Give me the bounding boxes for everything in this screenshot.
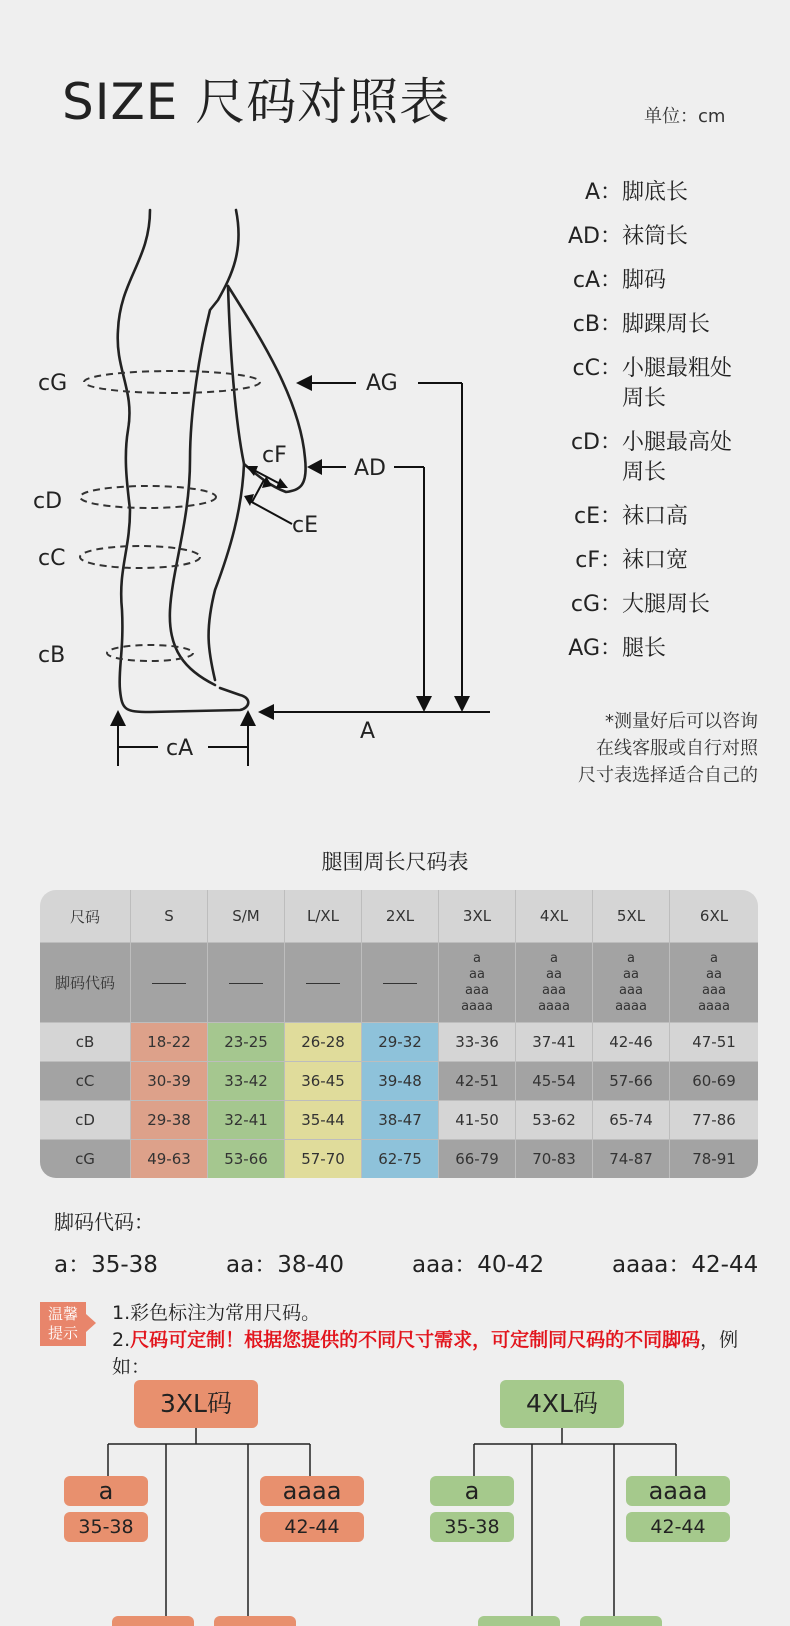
table-cell: a aa aaa aaaa <box>670 943 759 1023</box>
example-4xl-right-range: 42-44 <box>626 1512 730 1542</box>
dash-mark <box>229 983 263 984</box>
tip-badge-line1: 温馨 <box>47 1305 78 1323</box>
table-cell: a aa aaa aaaa <box>439 943 516 1023</box>
legend-item <box>560 222 780 252</box>
legend-key: cA： <box>572 268 622 293</box>
legend-value: 腿长 <box>622 636 667 661</box>
table-cell: 35-44 <box>285 1101 362 1140</box>
legend-value: 袜口宽 <box>622 548 689 573</box>
row-label: 脚码代码 <box>40 943 131 1023</box>
leg-diagram <box>0 190 520 790</box>
table-cell: 33-42 <box>208 1062 285 1101</box>
table-cell: 29-32 <box>362 1023 439 1062</box>
dash-mark <box>306 983 340 984</box>
leg-outline-front <box>170 210 239 685</box>
legend-key: cE： <box>574 504 622 529</box>
foot-code-item: aaaa：42-44 <box>612 1252 759 1278</box>
row-label: cB <box>40 1023 131 1062</box>
label-cd: cD <box>33 489 63 514</box>
table-cell: 77-86 <box>670 1101 759 1140</box>
header-cell: L/XL <box>285 890 362 943</box>
label-a: A <box>360 719 376 744</box>
note-line: 在线客服或自行对照 <box>596 738 758 759</box>
cc-ring <box>80 546 200 568</box>
note-line: *测量好后可以咨询 <box>605 711 758 732</box>
legend-item <box>560 310 780 340</box>
table-cell: 41-50 <box>439 1101 516 1140</box>
tips-text <box>112 1300 762 1381</box>
table-row <box>40 1023 758 1062</box>
table-row <box>40 1140 758 1179</box>
table-row <box>40 1062 758 1101</box>
dash-mark <box>383 983 417 984</box>
legend-key: cF： <box>575 548 622 573</box>
page-title: SIZE 尺码对照表 <box>62 73 451 131</box>
legend-item <box>560 266 780 296</box>
table-cell: 49-63 <box>131 1140 208 1179</box>
ag-arrowhead <box>296 375 312 391</box>
example-3xl-right-range: 42-44 <box>260 1512 364 1542</box>
size-table <box>40 890 758 1178</box>
legend-item <box>560 502 780 532</box>
table-cell: 32-41 <box>208 1101 285 1140</box>
table-cell: 57-70 <box>285 1140 362 1179</box>
legend-item <box>560 354 780 414</box>
label-cf: cF <box>262 443 287 468</box>
table-cell: 57-66 <box>593 1062 670 1101</box>
legend-value: 小腿最高处周长 <box>622 430 733 485</box>
legend-value: 大腿周长 <box>622 592 711 617</box>
legend-key: cG： <box>570 592 622 617</box>
legend-key: AD： <box>568 224 622 249</box>
row-label: cC <box>40 1062 131 1101</box>
table-cell: 42-51 <box>439 1062 516 1101</box>
legend-value: 脚底长 <box>622 180 689 205</box>
example-4xl-right-code: aaaa <box>626 1476 730 1506</box>
table-cell <box>131 943 208 1023</box>
size-table-title: 腿围周长尺码表 <box>321 850 469 874</box>
label-ad: AD <box>354 456 386 481</box>
tip-badge-line2: 提示 <box>47 1324 78 1342</box>
legend-item <box>560 546 780 576</box>
legend-value: 袜筒长 <box>622 224 689 249</box>
header-cell: 5XL <box>593 890 670 943</box>
table-cell: 47-51 <box>670 1023 759 1062</box>
table-cell: 26-28 <box>285 1023 362 1062</box>
table-cell: 33-36 <box>439 1023 516 1062</box>
custom-size-examples <box>0 1380 790 1626</box>
label-ce: cE <box>292 513 318 538</box>
header-cell: S/M <box>208 890 285 943</box>
example-4xl-title: 4XL码 <box>500 1380 624 1428</box>
example-3xl-left-range: 35-38 <box>64 1512 148 1542</box>
note-line: 尺寸表选择适合自己的 <box>578 765 758 786</box>
legend-item <box>560 428 780 488</box>
legend-key: cD： <box>570 430 622 455</box>
header-cell: 尺码 <box>40 890 131 943</box>
label-cc: cC <box>38 546 66 571</box>
example-4xl-left-range: 35-38 <box>430 1512 514 1542</box>
table-cell: 70-83 <box>516 1140 593 1179</box>
table-cell <box>285 943 362 1023</box>
table-cell: 53-66 <box>208 1140 285 1179</box>
example-4xl-left-code: a <box>430 1476 514 1506</box>
legend-item <box>560 590 780 620</box>
label-cb: cB <box>38 643 66 668</box>
legend-item <box>560 634 780 664</box>
ad-arrowhead <box>307 459 322 475</box>
label-ca: cA <box>166 736 194 761</box>
ce-line <box>248 500 292 524</box>
cd-ring <box>80 486 216 508</box>
table-cell: a aa aaa aaaa <box>516 943 593 1023</box>
table-cell: 62-75 <box>362 1140 439 1179</box>
legend-key: A： <box>584 180 622 205</box>
legend-value: 袜口高 <box>622 504 689 529</box>
table-cell: 42-46 <box>593 1023 670 1062</box>
dash-mark <box>152 983 186 984</box>
ag-down-arrowhead <box>454 696 470 712</box>
sock-outline <box>209 286 306 680</box>
table-row <box>40 1101 758 1140</box>
tip-arrow-icon <box>86 1314 96 1332</box>
foot-code-item: a：35-38 <box>54 1252 158 1278</box>
table-cell: 60-69 <box>670 1062 759 1101</box>
header-cell: 6XL <box>670 890 759 943</box>
row-label: cG <box>40 1140 131 1179</box>
table-cell: 39-48 <box>362 1062 439 1101</box>
a-arrowhead <box>258 704 274 720</box>
table-cell: 78-91 <box>670 1140 759 1179</box>
legend-key: cC： <box>572 356 622 381</box>
example-3xl-more-box <box>112 1616 194 1626</box>
example-4xl-more-box <box>478 1616 560 1626</box>
legend-value: 脚踝周长 <box>622 312 711 337</box>
tip-badge <box>40 1302 86 1346</box>
table-header-row <box>40 890 758 943</box>
table-cell <box>362 943 439 1023</box>
example-3xl-right-code: aaaa <box>260 1476 364 1506</box>
table-cell: 45-54 <box>516 1062 593 1101</box>
table-row <box>40 943 758 1023</box>
table-cell: 38-47 <box>362 1101 439 1140</box>
header-cell: 3XL <box>439 890 516 943</box>
example-3xl-title: 3XL码 <box>134 1380 258 1428</box>
ca-left-arrowhead <box>110 710 126 726</box>
table-cell: 66-79 <box>439 1140 516 1179</box>
ca-right-arrowhead <box>240 710 256 726</box>
measurement-note <box>540 708 758 789</box>
measurement-legend <box>560 178 780 678</box>
table-cell: 65-74 <box>593 1101 670 1140</box>
foot-code-item: aaa：40-42 <box>412 1252 545 1278</box>
legend-key: cB： <box>572 312 622 337</box>
legend-value: 小腿最粗处周长 <box>622 356 733 411</box>
tip-line-2: 2.尺码可定制！根据您提供的不同尺寸需求，可定制同尺码的不同脚码，例如： <box>112 1329 739 1378</box>
table-cell: 23-25 <box>208 1023 285 1062</box>
example-3xl-left-code: a <box>64 1476 148 1506</box>
table-cell <box>208 943 285 1023</box>
unit-label: 单位：cm <box>644 106 726 127</box>
example-3xl-more-box <box>214 1616 296 1626</box>
tip-line-1: 1.彩色标注为常用尺码。 <box>112 1302 321 1324</box>
table-cell: 30-39 <box>131 1062 208 1101</box>
label-cg: cG <box>38 371 68 396</box>
legend-key: AG： <box>568 636 622 661</box>
row-label: cD <box>40 1101 131 1140</box>
table-cell: a aa aaa aaaa <box>593 943 670 1023</box>
example-4xl-more-box <box>580 1616 662 1626</box>
table-cell: 74-87 <box>593 1140 670 1179</box>
header-cell: S <box>131 890 208 943</box>
cf-line-2 <box>252 480 264 502</box>
custom-size-highlight: 尺码可定制！根据您提供的不同尺寸需求，可定制同尺码的不同脚码 <box>130 1329 701 1351</box>
cb-ring <box>107 645 193 661</box>
table-cell: 53-62 <box>516 1101 593 1140</box>
foot-code-item: aa：38-40 <box>226 1252 345 1278</box>
table-cell: 36-45 <box>285 1062 362 1101</box>
table-cell: 37-41 <box>516 1023 593 1062</box>
table-cell: 29-38 <box>131 1101 208 1140</box>
header-cell: 2XL <box>362 890 439 943</box>
legend-value: 脚码 <box>622 268 667 293</box>
label-ag: AG <box>366 371 398 396</box>
foot-code-label: 脚码代码： <box>54 1210 154 1234</box>
table-cell: 18-22 <box>131 1023 208 1062</box>
header-cell: 4XL <box>516 890 593 943</box>
ad-down-arrowhead <box>416 696 432 712</box>
legend-item <box>560 178 780 208</box>
